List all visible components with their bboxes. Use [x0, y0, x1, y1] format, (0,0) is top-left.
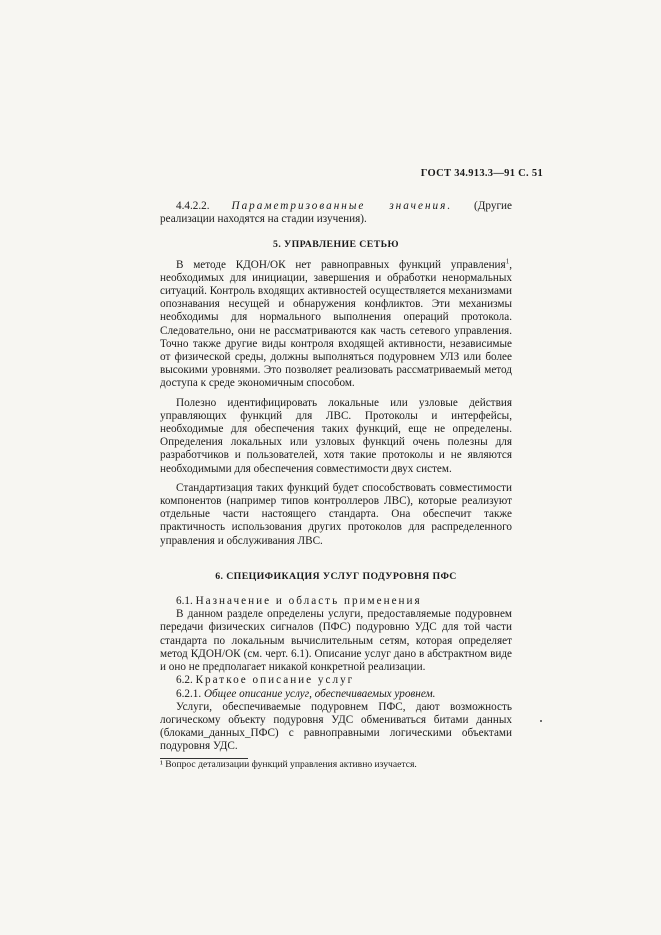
- clause-number: 6.2.: [176, 674, 196, 687]
- subsection-6-2-1-text: Услуги, обеспечиваемые подуровнем ПФС, дают возможность логическому объекту подуровня УДС обмениваться битами данных (блоками_данных_ПФС) с равноправными логическими объектами подуровня УДС.: [160, 700, 512, 753]
- clause-number: 6.2.1.: [176, 687, 204, 700]
- text-run: , необходимых для инициации, завершения и обработки ненормальных ситуаций. Контроль входящих активностей осуществляется механизмами опознавания несущей и обнаружения конфликтов. Эти механизмы необходимы для нормального выполнения операций протокола. Следовательно, они не рассматриваются как часть сетевого управления. Точно также другие виды контроля входящей активности, независимые от физической среды, должны выполняться подуровнем УЛЗ или более высокими уровнями. Это позволяет реализовать рассматриваемый метод доступа к среде экономичным способом.: [160, 258, 512, 390]
- subsection-6-2-1-heading: [160, 688, 512, 701]
- clause-number: 4.4.2.2.: [176, 200, 232, 212]
- clause-title: Параметризованные значения.: [231, 200, 453, 212]
- footnote: ¹ Вопрос детализации функций управления активно изучается.: [160, 758, 417, 770]
- clause-title: Общее описание услуг, обеспечиваемых уровнем.: [203, 687, 436, 700]
- section-5-paragraph-1: [160, 256, 512, 391]
- subsection-6-2-heading: [160, 674, 512, 687]
- page-header: ГОСТ 34.913.3—91 С. 51: [420, 168, 543, 179]
- section-5-paragraph-2: Полезно идентифицировать локальные или узловые действия управляющих функций для ЛВС. Протоколы и интерфейсы, необходимые для обеспечения таких функций, еще не определены. Определения локальных или узловых функций очень полезны для разработчиков и пользователей, хотя такие протоколы и не являются необходимыми для обеспечения совместимости двух систем.: [160, 396, 512, 475]
- section-5-paragraph-3: Стандартизация таких функций будет способствовать совместимости компонентов (например типов контроллеров ЛВС), которые реализуют отдельные части настоящего стандарта. Она обеспечит также практичность использования других протоколов для распределенного управления и обслуживания ЛВС.: [160, 481, 512, 547]
- clause-title: Назначение и область применения: [195, 595, 422, 608]
- clause-text: (Другие реализации находятся на стадии изучения).: [160, 200, 512, 226]
- section-5-title: 5. УПРАВЛЕНИЕ СЕТЬЮ: [273, 239, 399, 251]
- clause-title: Краткое описание услуг: [195, 674, 355, 687]
- subsection-6-1-text: В данном разделе определены услуги, предоставляемые подуровнем передачи физических сигналов (ПФС) подуровню УДС для той части стандарта по локальным вычислительным сетям, которая определяет метод КДОН/ОК (см. черт. 6.1). Описание услуг дано в абстрактном виде и оно не предполагает никакой конкретной реализации.: [160, 608, 512, 674]
- footnote-marker: 1: [505, 256, 510, 265]
- clause-number: 6.1.: [176, 595, 196, 608]
- paragraph-4-4-2-2: [160, 200, 512, 226]
- subsection-6-1-heading: [160, 595, 512, 608]
- section-6-title: 6. СПЕЦИФИКАЦИЯ УСЛУГ ПОДУРОВНЯ ПФС: [215, 570, 457, 582]
- scan-speck: [540, 720, 542, 722]
- page-content: [160, 200, 512, 771]
- text-run: В методе КДОН/ОК нет равноправных функций управления: [176, 258, 506, 271]
